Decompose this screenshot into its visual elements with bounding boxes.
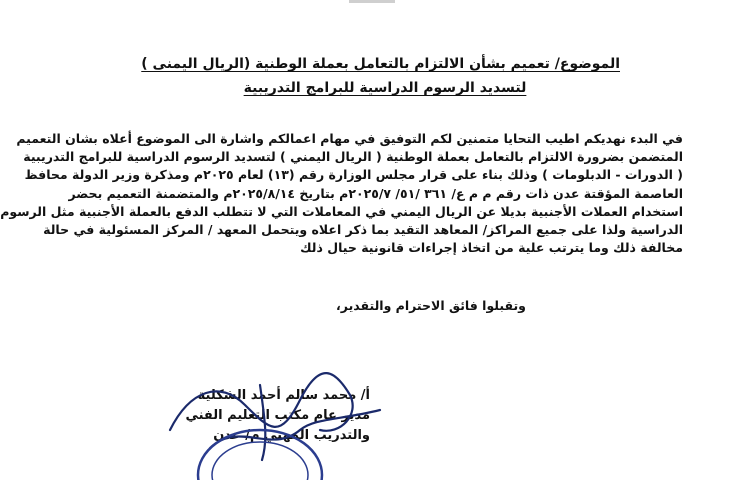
subject-line-2: لتسديد الرسوم الدراسية للبرامج التدريبية: [243, 80, 527, 96]
signatory-name: أ/ محمد سالم أحمد الشكلية: [197, 388, 370, 403]
body-line: الدراسية ولذا على جميع المراكز/ المعاهد التقيد بما ذكر اعلاه ويتحمل المعهد / المركز المسئولية في حالة: [43, 222, 683, 238]
body-line: في البدء نهديكم اطيب التحايا متمنين لكم التوفيق في مهام اعمالكم واشارة الى الموضوع أعلاه بشان التعميم: [16, 131, 683, 146]
body-line: العاصمة المؤقتة عدن ذات رقم م م ع/ ٣٦١ /٥١/ ٢٠٢٥/٧م بتاريخ ٢٠٢٥/٨/١٤م والمتضمنة التعميم بحضر: [68, 185, 683, 201]
official-stamp-icon: [190, 420, 330, 480]
top-scan-mark: [349, 0, 395, 3]
body-line: مخالفة ذلك وما يترتب علية من اتخاذ إجراءات قانونية حيال ذلك: [300, 240, 683, 256]
closing-salutation: وتقبلوا فائق الاحترام والتقدير،: [336, 298, 526, 313]
signatory-title-2: والتدريب المهني م/ عدن: [213, 428, 370, 443]
subject-block: [141, 52, 620, 100]
subject-line-1: الموضوع/ تعميم بشأن الالتزام بالتعامل بعملة الوطنية (الريال اليمنى ): [141, 56, 620, 72]
body-paragraph: [0, 130, 683, 257]
body-line: ( الدورات - الدبلومات ) وذلك بناء على قرار مجلس الوزارة رقم (١٣) لعام ٢٠٢٥م ومذكرة وزير الدولة محافظ: [24, 167, 683, 183]
body-line: استخدام العملات الأجنبية بديلا عن الريال اليمني في المعاملات التي لا تتطلب الدفع بالعملة الأجنبية مثل الرسوم: [0, 203, 683, 219]
body-line: المتضمن بضرورة الالتزام بالتعامل بعملة الوطنية ( الريال اليمني ) لتسديد الرسوم الدراسية للبرامج التدريبية: [23, 149, 683, 165]
signatory-title-1: مدير عام مكتب التعليم الفني: [185, 408, 370, 423]
